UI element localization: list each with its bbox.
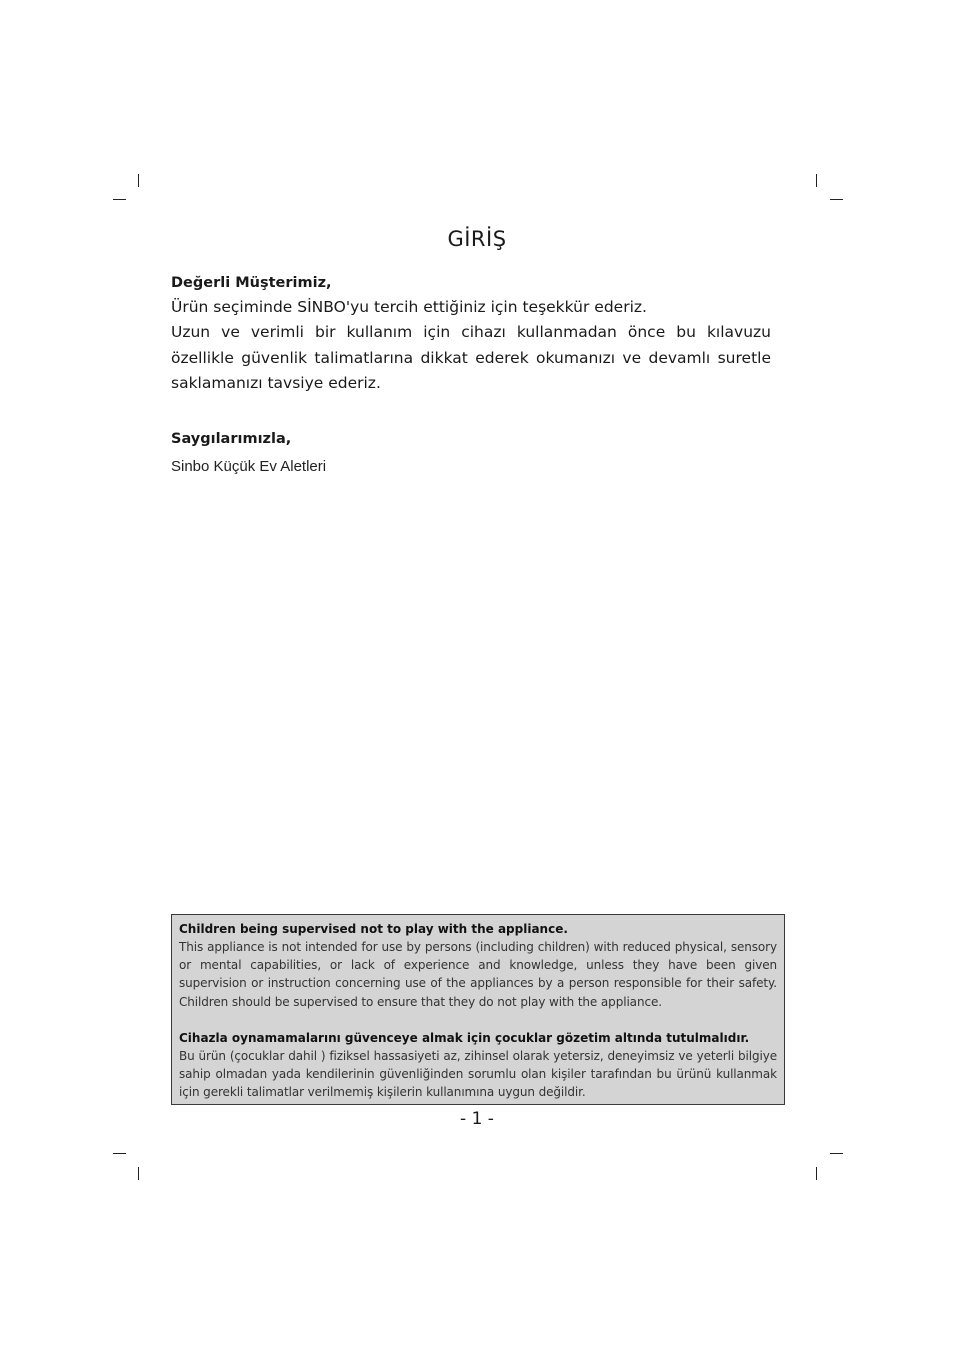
crop-mark-bottom-right-h xyxy=(830,1153,843,1154)
crop-mark-bottom-left-v xyxy=(138,1167,139,1180)
crop-mark-top-left-v xyxy=(138,174,139,187)
page-title: GİRİŞ xyxy=(447,227,507,251)
page-number: - 1 - xyxy=(460,1109,494,1129)
crop-mark-bottom-right-v xyxy=(816,1167,817,1180)
crop-mark-top-left-h xyxy=(113,199,126,200)
safety-warning-box xyxy=(171,914,785,1105)
greeting: Değerli Müşterimiz, xyxy=(171,275,332,291)
crop-mark-bottom-left-h xyxy=(113,1153,126,1154)
paragraph-thanks: Ürün seçiminde SİNBO'yu tercih ettiğiniz için teşekkür ederiz. xyxy=(171,298,647,316)
crop-mark-top-right-v xyxy=(816,174,817,187)
warning-heading-tr: Cihazla oynamamalarını güvenceye almak için çocuklar gözetim altında tutulmalıdır. xyxy=(179,1030,750,1045)
warning-text-tr: Bu ürün (çocuklar dahil ) fiziksel hassasiyeti az, zihinsel olarak yetersiz, deneyimsiz ve yeterli bilgiye sahip olmadan yada kendilerinin güvenliğinden sorumlu olan kişiler tarafından bu ürünü kullanmak için gerekli talimatlar verilmemiş kişilerin kullanımına uygun değildir. xyxy=(179,1048,777,1100)
warning-text-en: This appliance is not intended for use by persons (including children) with reduced physical, sensory or mental capabilities, or lack of experience and knowledge, unless they have been given supervision or instruction concerning use of the appliances by a person responsible for their safety. Children should be supervised to ensure that they do not play with the appliance. xyxy=(179,940,777,1009)
regards: Saygılarımızla, xyxy=(171,431,292,448)
crop-mark-top-right-h xyxy=(830,199,843,200)
intro-section xyxy=(171,272,771,478)
warning-heading-en: Children being supervised not to play with the appliance. xyxy=(179,922,568,936)
paragraph-advice: Uzun ve verimli bir kullanım için cihazı kullanmadan önce bu kılavuzu özellikle güvenlik talimatlarına dikkat ederek okumanızı ve devamlı suretle saklamanızı tavsiye ederiz. xyxy=(171,323,771,392)
company-name: Sinbo Küçük Ev Aletleri xyxy=(171,458,327,476)
